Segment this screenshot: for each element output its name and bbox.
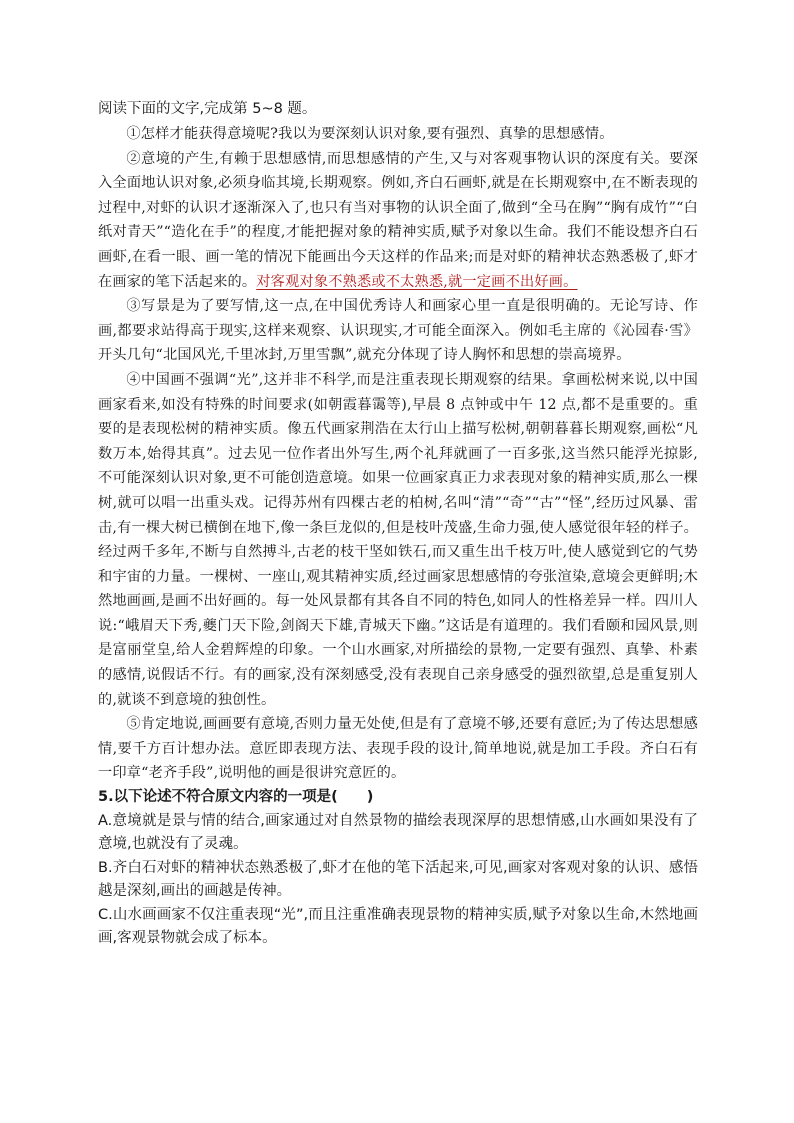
question-5-option-b: B.齐白石对虾的精神状态熟悉极了,虾才在他的笔下活起来,可见,画家对客观对象的认识、感悟越是深刻,画出的画越是传神。 <box>98 859 698 900</box>
question-5-option-a: A.意境就是景与情的结合,画家通过对自然景物的描绘表现深厚的思想情感,山水画如果没有了意境,也就没有了灵魂。 <box>98 812 698 853</box>
question-5-option-c: C.山水画画家不仅注重表现“光”,而且注重准确表现景物的精神实质,赋予对象以生命,木然地画画,客观景物就会成了标本。 <box>98 906 698 947</box>
question-5 <box>98 786 698 951</box>
reading-instruction: 阅读下面的文字,完成第 5~8 题。 <box>98 101 317 117</box>
paragraph-3: ③写景是为了要写情,这一点,在中国优秀诗人和画家心里一直是很明确的。无论写诗、作画,都要求站得高于现实,这样来观察、认识现实,才可能全面深入。例如毛主席的《沁园春·雪》开头几句“北国风光,千里冰封,万里雪飘”,就充分体现了诗人胸怀和思想的崇高境界。 <box>98 298 698 364</box>
question-5-title: 5.以下论述不符合原文内容的一项是( ) <box>98 789 374 806</box>
paragraph-2-underlined-sentence: 对客观对象不熟悉或不太熟悉,就一定画不出好画。 <box>256 273 578 290</box>
paragraph-1: ①怎样才能获得意境呢?我以为要深刻认识对象,要有强烈、真挚的思想感情。 <box>126 126 614 142</box>
paragraph-4: ④中国画不强调“光”,这并非不科学,而是注重表现长期观察的结果。拿画松树来说,以中国画家看来,如没有特殊的时间要求(如朝霞暮霭等),早晨 8 点钟或中午 12 点,都不是重要的。重要的是表现松树的精神实质。像五代画家荆浩在太行山上描写松树,朝朝暮暮长期观察,画松“凡数万本,始得其真”。过去见一位作者出外写生,两个礼拜就画了一百多张,这当然只能浮光掠影,不可能深刻认识对象,更不可能创造意境。如果一位画家真正力求表现对象的精神实质,那么一棵树,就可以唱一出重头戏。记得苏州有四棵古老的柏树,名叫“清”“奇”“古”“怪”,经历过风暴、雷击,有一棵大树已横倒在地下,像一条巨龙似的,但是枝叶茂盛,生命力强,使人感觉很年轻的样子。经过两千多年,不断与自然搏斗,古老的枝干坚如铁石,而又重生出千枝万叶,使人感觉到它的气势和宇宙的力量。一棵树、一座山,观其精神实质,经过画家思想感情的夸张渲染,意境会更鲜明;木然地画画,是画不出好画的。每一处风景都有其各自不同的特色,如同人的性格差异一样。四川人说:“峨眉天下秀,夔门天下险,剑阁天下雄,青城天下幽。”这话是有道理的。我们看颐和园风景,则是富丽堂皇,给人金碧辉煌的印象。一个山水画家,对所描绘的景物,一定要有强烈、真挚、朴素的感情,说假话不行。有的画家,没有深刻感受,没有表现自己亲身感受的强烈欲望,总是重复别人的,就谈不到意境的独创性。 <box>98 371 698 708</box>
paragraph-2 <box>98 147 698 295</box>
document-page <box>98 97 698 951</box>
paragraph-5: ⑤肯定地说,画画要有意境,否则力量无处使,但是有了意境不够,还要有意匠;为了传达思想感情,要千方百计想办法。意匠即表现方法、表现手段的设计,简单地说,就是加工手段。齐白石有一印章“老齐手段”,说明他的画是很讲究意匠的。 <box>98 716 698 782</box>
paragraph-2-text: ②意境的产生,有赖于思想感情,而思想感情的产生,又与对客观事物认识的深度有关。要深入全面地认识对象,必须身临其境,长期观察。例如,齐白石画虾,就是在长期观察中,在不断表现的过程中,对虾的认识才逐渐深入了,也只有当对事物的认识全面了,做到“全马在胸”“胸有成竹”“白纸对青天”“造化在手”的程度,才能把握对象的精神实质,赋予对象以生命。我们不能设想齐白石画虾,在看一眼、画一笔的情况下能画出今天这样的作品来;而是对虾的精神状态熟悉极了,虾才在画家的笔下活起来的。 <box>98 150 698 290</box>
